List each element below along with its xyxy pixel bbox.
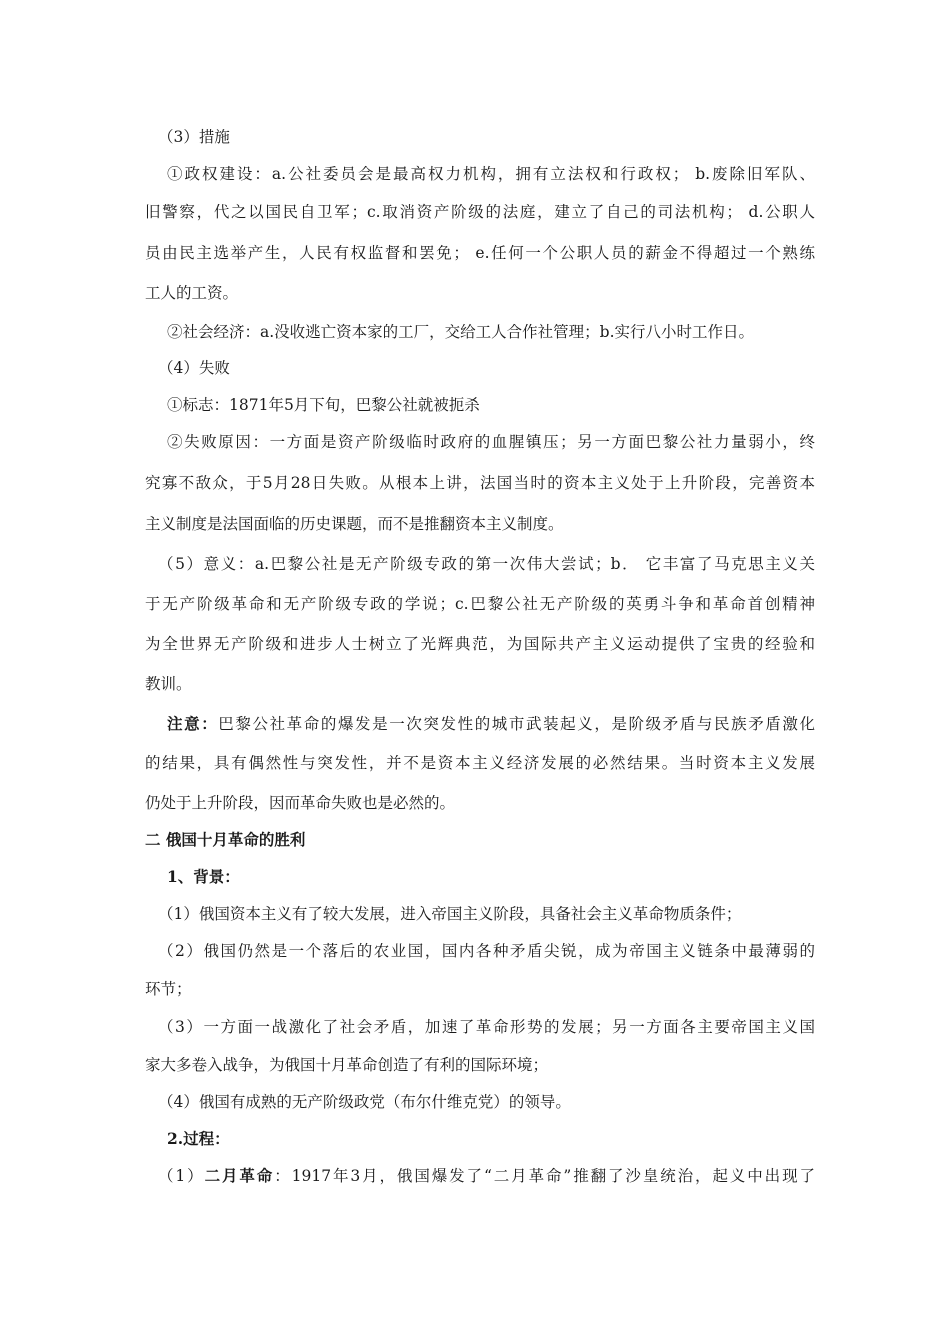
background-item-3-line-1: （3）一方面一战激化了社会矛盾，加速了革命形势的发展；另一方面各主要帝国主义国 bbox=[158, 1018, 815, 1036]
failure-reason-line-3: 主义制度是法国面临的历史课题，而不是推翻资本主义制度。 bbox=[145, 515, 564, 533]
political-line-1: ①政权建设：a.公社委员会是最高权力机构，拥有立法权和行政权； b.废除旧军队、 bbox=[167, 165, 815, 183]
background-item-2-line-2: 环节； bbox=[145, 980, 192, 998]
background-item-4: （4）俄国有成熟的无产阶级政党（布尔什维克党）的领导。 bbox=[158, 1093, 571, 1111]
failure-reason-line-2: 究寡不敌众，于5月28日失败。从根本上讲，法国当时的资本主义处于上升阶段，完善资本 bbox=[145, 474, 815, 492]
significance-line-1: （5）意义：a.巴黎公社是无产阶级专政的第一次伟大尝试；b． 它丰富了马克思主义关 bbox=[158, 555, 815, 573]
background-item-3-line-2: 家大多卷入战争，为俄国十月革命创造了有利的国际环境； bbox=[145, 1056, 549, 1074]
process-item-1-text: ：1917年3月，俄国爆发了“二月革命”推翻了沙皇统治，起义中出现了 bbox=[274, 1167, 815, 1185]
note-line-1 bbox=[167, 713, 815, 735]
process-item-1-line-1 bbox=[158, 1165, 815, 1187]
significance-line-4: 教训。 bbox=[145, 675, 192, 693]
political-line-4: 工人的工资。 bbox=[145, 284, 239, 302]
process-item-1-prefix: （1） bbox=[158, 1167, 205, 1185]
process-heading: 2.过程： bbox=[167, 1129, 230, 1148]
background-item-2-line-1: （2）俄国仍然是一个落后的农业国，国内各种矛盾尖锐，成为帝国主义链条中最薄弱的 bbox=[158, 942, 815, 960]
political-line-2: 旧警察，代之以国民自卫军；c.取消资产阶级的法庭，建立了自己的司法机构； d.公职人 bbox=[145, 203, 815, 221]
note-label: 注意： bbox=[167, 714, 219, 733]
background-item-1: （1）俄国资本主义有了较大发展，进入帝国主义阶段，具备社会主义革命物质条件； bbox=[158, 905, 742, 923]
note-line-2: 的结果，具有偶然性与突发性，并不是资本主义经济发展的必然结果。当时资本主义发展 bbox=[145, 754, 815, 772]
note-line-3: 仍处于上升阶段，因而革命失败也是必然的。 bbox=[145, 794, 456, 812]
section-2-title: 二 俄国十月革命的胜利 bbox=[145, 830, 306, 849]
failure-heading: （4）失败 bbox=[158, 359, 230, 377]
failure-reason-line-1: ②失败原因：一方面是资产阶级临时政府的血腥镇压；另一方面巴黎公社力量弱小，终 bbox=[167, 433, 815, 451]
political-line-3: 员由民主选举产生，人民有权监督和罢免； e.任何一个公职人员的薪金不得超过一个熟练 bbox=[145, 244, 815, 262]
process-item-1-label: 二月革命 bbox=[204, 1166, 275, 1185]
failure-sign: ①标志：1871年5月下旬，巴黎公社就被扼杀 bbox=[167, 396, 480, 414]
significance-line-2: 于无产阶级革命和无产阶级专政的学说；c.巴黎公社无产阶级的英勇斗争和革命首创精神 bbox=[145, 595, 815, 613]
significance-line-3: 为全世界无产阶级和进步人士树立了光辉典范，为国际共产主义运动提供了宝贵的经验和 bbox=[145, 635, 815, 653]
note-text-1: 巴黎公社革命的爆发是一次突发性的城市武装起义，是阶级矛盾与民族矛盾激化 bbox=[218, 715, 815, 733]
background-heading: 1、背景： bbox=[167, 867, 240, 886]
economic-line: ②社会经济：a.没收逃亡资本家的工厂，交给工人合作社管理；b.实行八小时工作日。 bbox=[167, 323, 755, 341]
measures-heading: （3）措施 bbox=[158, 128, 230, 146]
